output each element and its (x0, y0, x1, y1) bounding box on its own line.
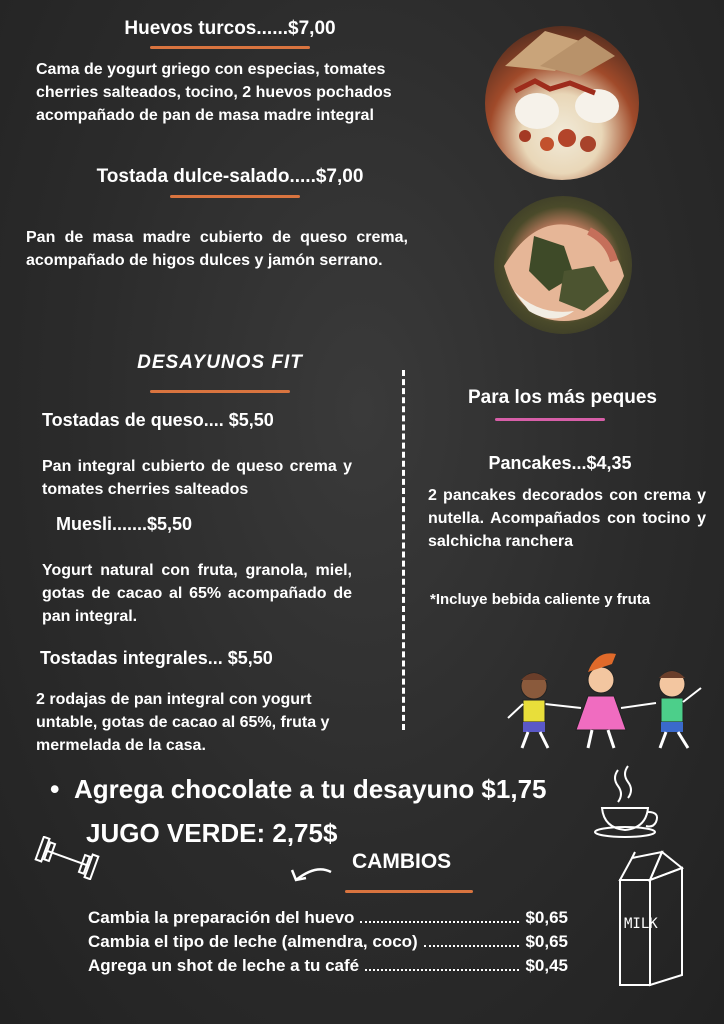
huevos-desc: Cama de yogurt griego con especias, tomates cherries salteados, tocino, 2 huevos pochados acompañado de pan de masa madre integral (36, 61, 392, 124)
fit-heading: DESAYUNOS FIT (137, 352, 303, 373)
kids-underline (495, 418, 605, 421)
fit-item-2-desc: Yogurt natural con fruta, granola, miel, gotas de cacao al 65% acompañado de pan integral. (42, 562, 352, 625)
fit-underline (150, 390, 290, 393)
chocolate-extra: Agrega chocolate a tu desayuno $1,75 (74, 774, 547, 804)
chocolate-bullet: • (50, 774, 60, 804)
cambio-row (88, 932, 568, 952)
cambio-label: Cambia el tipo de leche (almendra, coco) (88, 932, 418, 951)
jugo-extra: JUGO VERDE: 2,75$ (86, 818, 338, 848)
kids-illustration (496, 648, 714, 760)
leader-dots (365, 956, 519, 971)
fit-item-3-title: Tostadas integrales... $5,50 (40, 648, 273, 668)
cambio-price: $0,65 (525, 932, 568, 951)
fit-item-2-title: Muesli.......$5,50 (56, 514, 193, 534)
cambios-heading: CAMBIOS (352, 850, 452, 873)
huevos-photo (485, 26, 639, 180)
fit-item-1-title: Tostadas de queso.... $5,50 (42, 410, 274, 430)
column-divider (402, 370, 405, 730)
huevos-underline (150, 46, 310, 49)
fit-item-1-desc: Pan integral cubierto de queso crema y tomates cherries salteados (42, 458, 352, 498)
tostada-underline (170, 195, 300, 198)
kids-heading: Para los más peques (467, 387, 658, 408)
cambio-label: Agrega un shot de leche a tu café (88, 956, 360, 975)
cambio-label: Cambia la preparación del huevo (88, 908, 355, 927)
tostada-photo (494, 196, 632, 334)
cambio-row (88, 956, 568, 976)
leader-dots (360, 908, 519, 923)
tostada-desc: Pan de masa madre cubierto de queso crema, acompañado de higos dulces y jamón serrano. (26, 229, 408, 269)
kids-title: Pancakes...$4,35 (488, 453, 632, 473)
milk-label: MILK (624, 916, 658, 932)
tostada-title: Tostada dulce-salado.....$7,00 (96, 166, 364, 187)
dumbbell-icon (32, 836, 102, 880)
milk-carton-icon (610, 850, 690, 990)
leader-dots (424, 932, 520, 947)
arrow-back-icon (286, 862, 336, 892)
cambio-price: $0,45 (525, 956, 568, 975)
coffee-cup-icon (588, 760, 668, 840)
cambio-price: $0,65 (525, 908, 568, 927)
huevos-title: Huevos turcos......$7,00 (124, 18, 336, 39)
kids-note: *Incluye bebida caliente y fruta (430, 591, 651, 608)
fit-item-3-desc: 2 rodajas de pan integral con yogurt untable, gotas de cacao al 65%, fruta y mermelada de la casa. (36, 691, 330, 754)
cambios-list (88, 908, 568, 976)
kids-desc: 2 pancakes decorados con crema y nutella. Acompañados con tocino y salchicha ranchera (428, 487, 706, 550)
cambio-row (88, 908, 568, 928)
cambios-underline (345, 890, 473, 893)
